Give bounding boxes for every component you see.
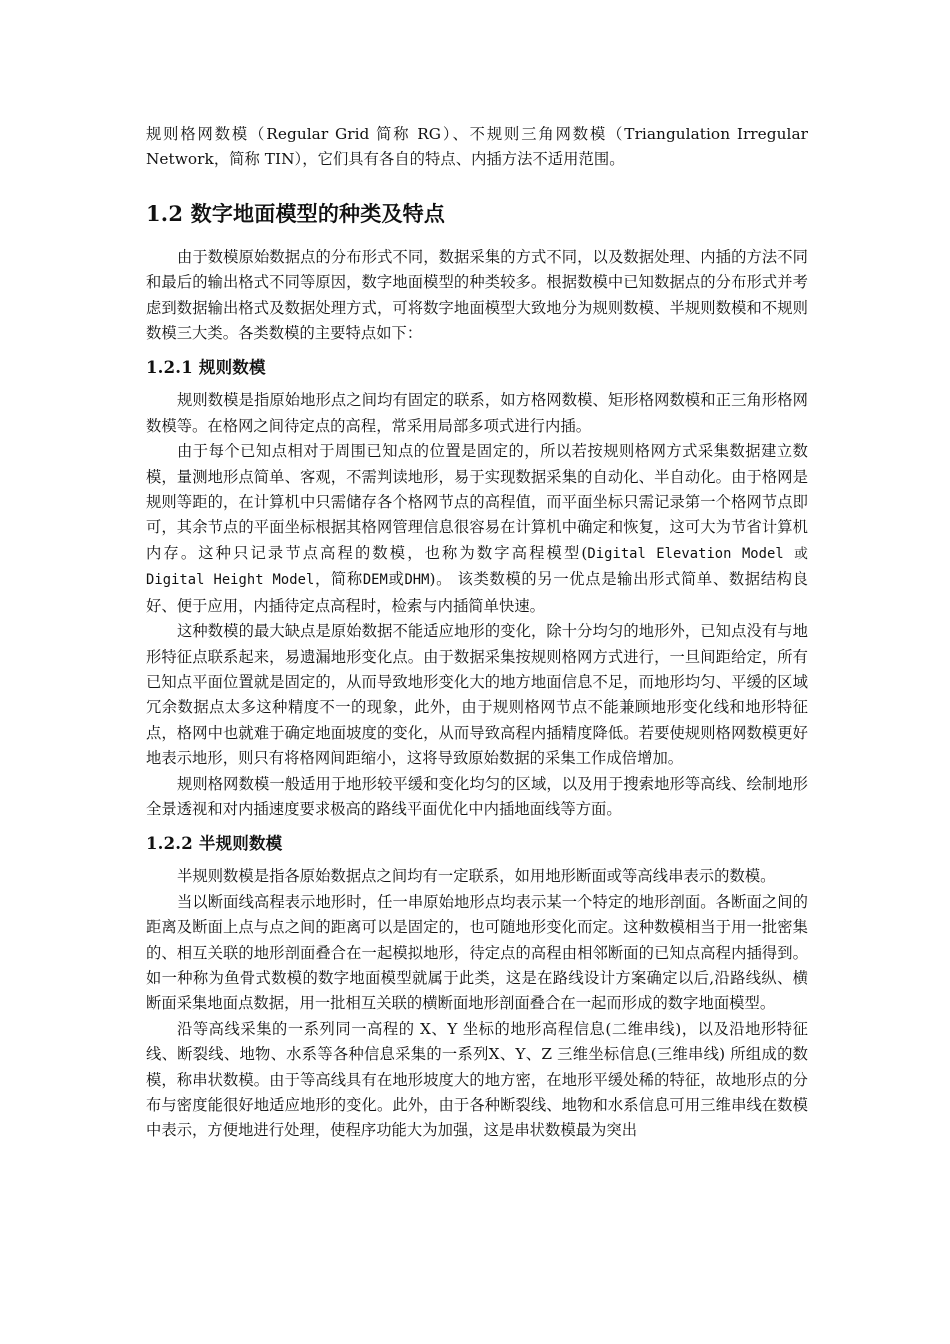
dem-english-term: Digital Elevation Model 或 Digital Height Model <box>146 545 808 589</box>
section-heading-1-2-2: 1.2.2 半规则数模 <box>146 834 283 854</box>
semi-regular-paragraph-1: 半规则数模是指各原始数据点之间均有一定联系，如用地形断面或等高线串表示的数模。 <box>177 867 776 886</box>
section-1-2-paragraph: 由于数模原始数据点的分布形式不同，数据采集的方式不同，以及数据处理、内插的方法不同和最后的输出格式不同等原因，数字地面模型的种类较多。根据数模中已知数据点的分布形式并考虑到数据输出格式及数据处理方式，可将数字地面模型大致地分为规则数模、半规则数模和不规则数模三大类。各类数模的主要特点如下： <box>146 247 808 343</box>
regular-model-paragraph-4: 规则格网数模一般适用于地形较平缓和变化均匀的区域，以及用于搜索地形等高线、绘制地形全景透视和对内插速度要求极高的路线平面优化中内插地面线等方面。 <box>146 774 808 818</box>
regular-model-paragraph-1: 规则数模是指原始地形点之间均有固定的联系，如方格网数模、矩形格网数模和正三角形格网数模等。在格网之间待定点的高程，常采用局部多项式进行内插。 <box>146 391 808 435</box>
document-body <box>146 122 808 1144</box>
dhm-abbreviation: DHM <box>404 572 430 589</box>
intro-paragraph: 规则格网数模（Regular Grid 简称 RG）、不规则三角网数模（Triangulation Irregular Network，简称 TIN），它们具有各自的特点、内插方法不适用范围。 <box>146 125 808 169</box>
section-heading-1-2: 1.2 数字地面模型的种类及特点 <box>146 200 446 226</box>
regular-model-paragraph-2-part-d: )。 该类数模的另一优点是输出形式简单、数据结构良好、便于应用，内插待定点高程时，检索与内插简单快速。 <box>146 570 808 615</box>
regular-model-paragraph-2-part-a: 由于每个已知点相对于周围已知点的位置是固定的，所以若按规则格网方式采集数据建立数模，量测地形点简单、客观，不需判读地形，易于实现数据采集的自动化、半自动化。由于格网是规则等距的，在计算机中只需储存各个格网节点的高程值，而平面坐标只需记录第一个格网节点即可，其余节点的平面坐标根据其格网管理信息很容易在计算机中确定和恢复，这可大为节省计算机内存。这种只记录节点高程的数模，也称为数字高程模型( <box>146 442 808 562</box>
regular-model-paragraph-3: 这种数模的最大缺点是原始数据不能适应地形的变化，除十分均匀的地形外，已知点没有与地形特征点联系起来，易遗漏地形变化点。由于数据采集按规则格网方式进行，一旦间距给定，所有已知点平面位置就是固定的，从而导致地形变化大的地方地面信息不足，而地形均匀、平缓的区域冗余数据点太多这种精度不一的现象，此外，由于规则格网节点不能兼顾地形变化线和地形特征点，格网中也就难于确定地面坡度的变化，从而导致高程内插精度降低。若要使规则格网数模更好地表示地形，则只有将格网间距缩小，这将导致原始数据的采集工作成倍增加。 <box>146 622 808 768</box>
section-heading-1-2-1: 1.2.1 规则数模 <box>146 358 266 378</box>
regular-model-paragraph-2-part-c: 或 <box>387 570 405 589</box>
semi-regular-paragraph-2: 当以断面线高程表示地形时，任一串原始地形点均表示某一个特定的地形剖面。各断面之间的距离及断面上点与点之间的距离可以是固定的，也可随地形变化而定。这种数模相当于用一批密集的、相互关联的地形剖面叠合在一起模拟地形，待定点的高程由相邻断面的已知点高程内插得到。如一种称为鱼骨式数模的数字地面模型就属于此类，这是在路线设计方案确定以后,沿路线纵、横断面采集地面点数据，用一批相互关联的横断面地形剖面叠合在一起而形成的数字地面模型。 <box>146 892 808 1013</box>
regular-model-paragraph-2 <box>146 439 808 619</box>
regular-model-paragraph-2-part-b: ，简称 <box>314 570 363 589</box>
semi-regular-paragraph-3: 沿等高线采集的一系列同一高程的 X、Y 坐标的地形高程信息(二维串线)，以及沿地形特征线、断裂线、地物、水系等各种信息采集的一系列X、Y、Z 三维坐标信息(三维串线) 所组成的数模，称串状数模。由于等高线具有在地形坡度大的地方密，在地形平缓处稀的特征，故地形点的分布与密度能很好地适应地形的变化。此外，由于各种断裂线、地物和水系信息可用三维串线在数模中表示，方便地进行处理，使程序功能大为加强，这是串状数模最为突出 <box>146 1019 808 1140</box>
dem-abbreviation: DEM <box>362 572 388 589</box>
